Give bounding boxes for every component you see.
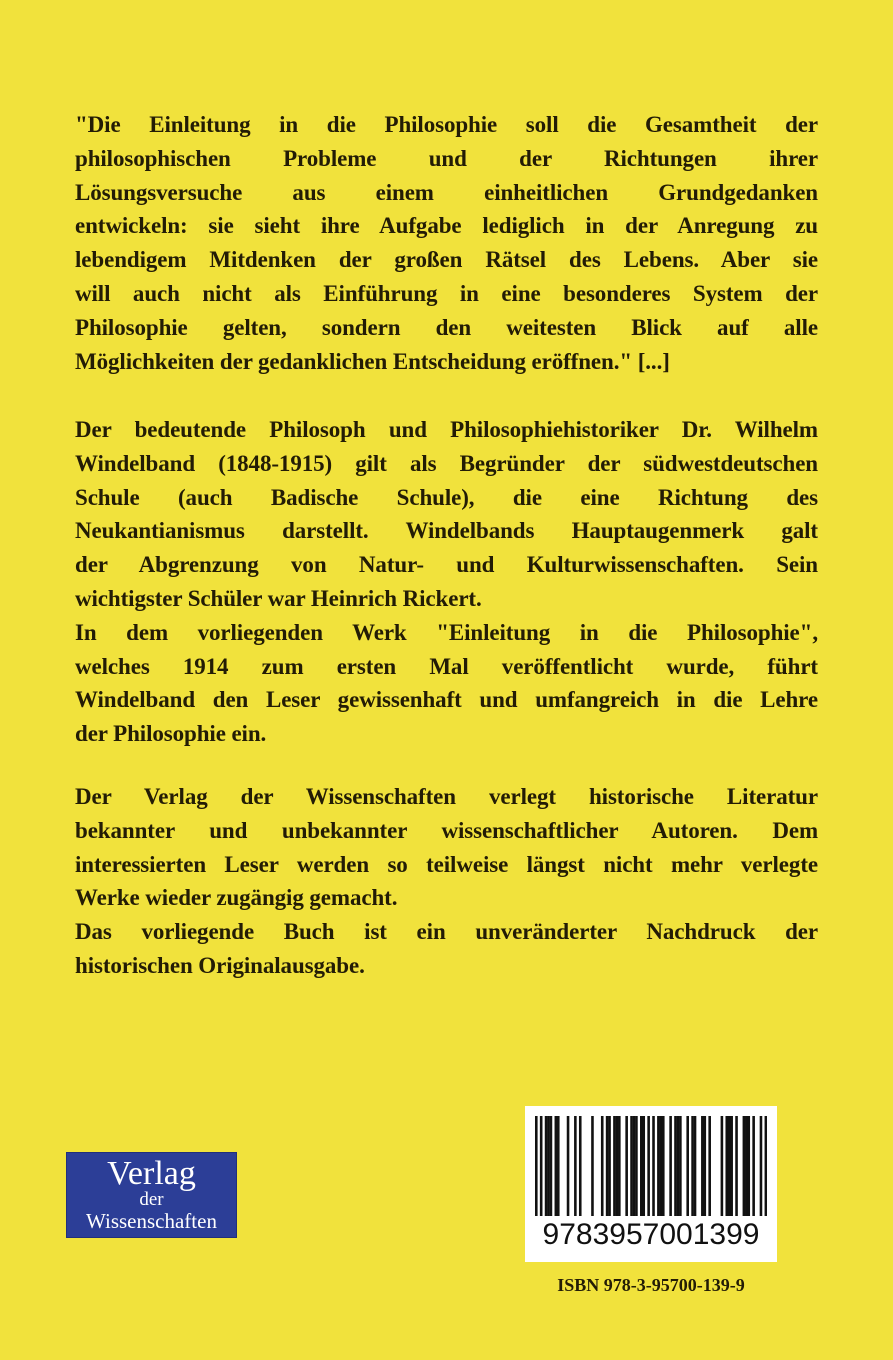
logo-line-verlag: Verlag [107,1155,196,1192]
barcode-bar [730,1116,733,1216]
barcode-bar [633,1116,636,1216]
text-line: Neukantianismus darstellt. Windelbands Hauptaugenmerk galt [75,518,818,544]
barcode-bar [579,1116,582,1216]
text-line: interessierten Leser werden so teilweise längst nicht mehr verlegte [75,851,818,877]
logo-line-der: der [139,1189,164,1210]
text-line: Philosophie gelten, sondern den weitesten Blick auf alle [75,314,818,340]
barcode-bar [555,1116,558,1216]
barcode-bar [618,1116,621,1216]
text-line: Windelband den Leser gewissenhaft und umfangreich in die Lehre [75,687,818,713]
barcode-bar [647,1116,650,1216]
barcode-bar [760,1116,763,1216]
barcode-bar [677,1116,680,1216]
text-line: welches 1914 zum ersten Mal veröffentlicht wurde, führt [75,653,818,679]
text-line: "Die Einleitung in die Philosophie soll die Gesamtheit der [75,112,818,137]
barcode-bar [669,1116,672,1216]
text-line: der Philosophie ein. [75,721,267,747]
text-line: historischen Originalausgabe. [75,952,365,978]
barcode-bar [613,1116,616,1216]
barcode-bar [725,1116,728,1216]
text-line: entwickeln: sie sieht ihre Aufgabe lediglich in der Anregung zu [75,213,818,239]
text-line: bekannter und unbekannter wissenschaftlicher Autoren. Dem [75,817,818,843]
publisher-logo [67,1153,236,1237]
barcode-bar [547,1116,550,1216]
text-line: In dem vorliegenden Werk "Einleitung in die Philosophie", [75,619,818,645]
text-line: Der Verlag der Wissenschaften verlegt historische Literatur [75,784,818,809]
barcode-bar [694,1116,697,1216]
barcode-bar [747,1116,750,1216]
barcode-bar [608,1116,611,1216]
text-line: der Abgrenzung von Natur- und Kulturwissenschaften. Sein [75,552,818,578]
text-line: Windelband (1848-1915) gilt als Begründer der südwestdeutschen [75,450,818,476]
text-line: Der bedeutende Philosoph und Philosophiehistoriker Dr. Wilhelm [75,417,818,442]
barcode-bar [765,1116,767,1216]
barcode-bar [745,1116,748,1216]
barcode-bar [535,1116,538,1216]
barcode-bars [535,1116,767,1216]
barcode-bar [557,1116,560,1216]
text-line: Lösungsversuche aus einem einheitlichen Grundgedanken [75,179,818,205]
text-line: wichtigster Schüler war Heinrich Rickert. [75,585,482,611]
barcode-bar [601,1116,604,1216]
barcode-bar [674,1116,677,1216]
barcode-bar [728,1116,731,1216]
barcode-bar [642,1116,645,1216]
barcode-bar [743,1116,746,1216]
text-line: Schule (auch Badische Schule), die eine Richtung des [75,484,818,510]
barcode-bar [540,1116,543,1216]
barcode-bar [625,1116,628,1216]
text-line: Möglichkeiten der gedanklichen Entscheidung eröffnen." [...] [75,348,670,374]
barcode-bar [657,1116,660,1216]
barcode-bar [686,1116,689,1216]
barcode-bar [662,1116,665,1216]
barcode-bar [550,1116,553,1216]
isbn-label: ISBN 978-3-95700-139-9 [557,1275,745,1295]
barcode-bar [567,1116,570,1216]
ean-barcode [525,1106,777,1262]
text-line: philosophischen Probleme und der Richtungen ihrer [75,145,818,171]
blurb-quote-paragraph [75,108,818,378]
logo-line-wissenschaften: Wissenschaften [86,1209,217,1233]
barcode-bar [630,1116,633,1216]
barcode-bar [704,1116,707,1216]
barcode-bar [574,1116,577,1216]
publisher-note-paragraph [75,780,818,983]
barcode-bar [735,1116,738,1216]
barcode-bar [708,1116,711,1216]
text-line: Das vorliegende Buch ist ein unveränderter Nachdruck der [75,919,818,945]
text-line: will auch nicht als Einführung in eine besonderes System der [75,280,818,306]
text-line: lebendigem Mitdenken der großen Rätsel des Lebens. Aber sie [75,247,818,273]
barcode-bar [616,1116,619,1216]
barcode-number: 9783957001399 [542,1218,760,1251]
barcode-bar [679,1116,682,1216]
barcode-bar [691,1116,694,1216]
barcode-bar [721,1116,724,1216]
barcode-bar [660,1116,663,1216]
barcode-bar [640,1116,643,1216]
barcode-bar [606,1116,609,1216]
barcode-bar [752,1116,755,1216]
barcode-bar [591,1116,594,1216]
text-line: Werke wieder zugängig gemacht. [75,885,398,911]
author-bio-paragraph [75,413,818,751]
barcode-bar [545,1116,548,1216]
barcode-bar [652,1116,655,1216]
barcode-bar [635,1116,638,1216]
barcode-bar [701,1116,704,1216]
